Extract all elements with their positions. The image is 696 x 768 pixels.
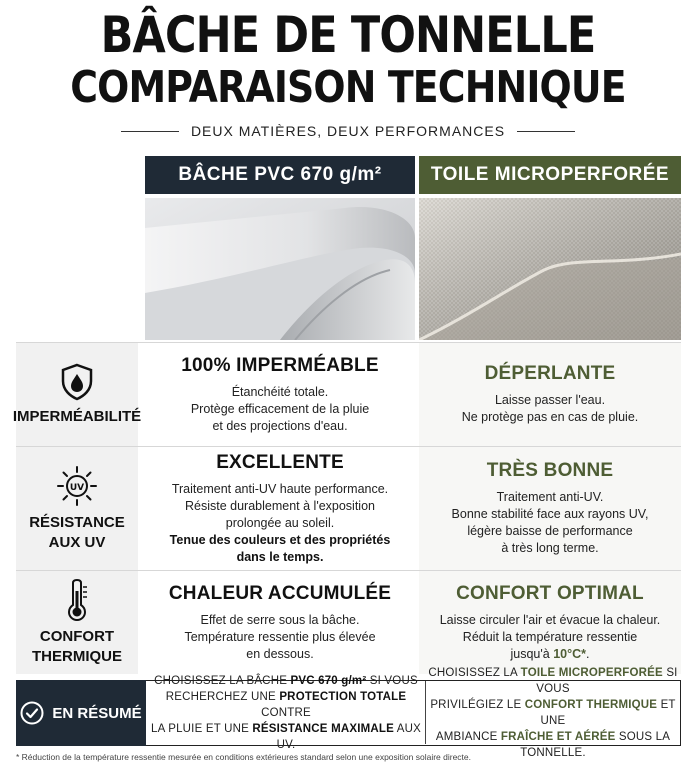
page-title: BÂCHE DE TONNELLE [100,6,596,64]
summary-text: AUX UV. [276,722,422,751]
cell-micro-thermique [419,571,681,674]
row-confort-thermique [16,570,681,674]
cell-text: Laisse circuler l'air et évacue la chaleur. [439,612,661,627]
svg-text:UV: UV [69,482,85,493]
cell-title: CONFORT OPTIMAL [456,582,644,604]
cell-pvc-thermique [145,571,415,674]
summary-badge [16,680,146,746]
summary-highlight: RÉSISTANCE MAXIMALE [252,722,394,735]
row-label-impermeabilite [12,343,142,446]
cell-text: Température ressentie plus élevée [184,629,376,644]
micro-fabric-image [419,198,681,340]
cell-text: Laisse passer l'eau. [494,393,606,407]
column-header-pvc: BÂCHE PVC 670 g/m² [145,156,415,194]
cell-text: Étanchéité totale. [231,384,329,399]
row-label-thermique [16,571,138,674]
cell-text: et des projections d'eau. [212,418,348,433]
pvc-fabric-image [145,198,415,340]
check-circle-icon [20,701,44,725]
cell-pvc-uv [145,447,415,570]
cell-text: en dessous. [246,646,314,661]
summary-highlight: TOILE MICROPERFORÉE [520,666,663,679]
summary-text: LA PLUIE ET UNE [150,722,253,735]
summary-text: SOUS LA TONNELLE. [520,730,671,759]
cell-text-bold: Tenue des couleurs et des propriétés [169,532,391,547]
summary-micro [425,666,680,759]
cell-text: Traitement anti-UV. [496,490,604,504]
cell-title: DÉPERLANTE [484,363,616,384]
column-header-micro: TOILE MICROPERFORÉE [419,156,681,194]
temperature-value: 10°C* [553,646,586,661]
row-label-text: IMPERMÉABILITÉ [12,407,142,425]
page-subtitle-title: COMPARAISON TECHNIQUE [70,62,626,113]
cell-title: TRÈS BONNE [486,460,614,481]
cell-text: Effet de serre sous la bâche. [200,612,360,627]
summary-highlight: CONFORT THERMIQUE [524,698,658,711]
divider-left [121,131,179,132]
summary-highlight: FRAÎCHE ET AÉRÉE [500,730,616,743]
row-label-text: CONFORT [39,627,115,645]
summary-text: CONTRE [261,706,311,719]
cell-text: Ne protège pas en cas de pluie. [461,410,639,424]
cell-pvc-impermeabilite [145,343,415,446]
tagline-row [0,120,696,142]
row-resistance-uv [16,446,681,570]
cell-text: Protège efficacement de la pluie [190,401,370,416]
cell-text: Réduit la température ressentie [462,629,638,644]
cell-micro-impermeabilite [419,343,681,446]
divider-right [517,131,575,132]
row-label-text: RÉSISTANCE [29,513,125,531]
summary-text: AMBIANCE [435,730,501,743]
row-label-text: THERMIQUE [32,647,122,665]
text-suffix: . [586,646,590,661]
cell-text-last [511,646,590,663]
summary-text: SI VOUS [366,674,418,687]
summary-text: CHOISISSEZ LA BÂCHE [154,674,291,687]
summary-text: RECHERCHEZ UNE [165,690,280,703]
summary-badge-label: EN RÉSUMÉ [52,704,142,722]
text-prefix: jusqu'à [510,646,554,661]
row-impermeabilite [12,342,681,446]
cell-text: à très long terme. [501,541,599,555]
row-label-uv [16,447,138,570]
cell-micro-uv [419,447,681,570]
summary-highlight: PVC 670 g/m² [290,674,367,687]
tagline: DEUX MATIÈRES, DEUX PERFORMANCES [190,123,506,139]
cell-text-bold: dans le temps. [236,549,324,564]
row-label-text: AUX UV [48,533,106,551]
cell-title: CHALEUR ACCUMULÉE [168,582,392,604]
cell-text: prolongée au soleil. [225,515,335,530]
summary-text: CHOISISSEZ LA [428,666,521,679]
footnote: * Réduction de la température ressentie mesurée en conditions extérieures standard selon une exposition solaire directe. [16,752,472,762]
summary-text: ET UNE [540,698,676,727]
cell-text: légère baisse de performance [467,524,633,538]
water-shield-icon [60,363,94,401]
summary-text: SI VOUS [536,666,678,695]
summary-pvc [149,674,423,751]
cell-title: 100% IMPERMÉABLE [181,354,379,376]
uv-sun-icon [56,465,98,507]
cell-text: Résiste durablement à l'exposition [185,498,375,513]
thermometer-icon [64,579,90,621]
cell-text: Traitement anti-UV haute performance. [171,481,389,496]
summary-highlight: PROTECTION TOTALE [279,690,407,703]
summary-text: PRIVILÉGIEZ LE [430,698,525,711]
cell-title: EXCELLENTE [216,451,344,473]
cell-text: Bonne stabilité face aux rayons UV, [451,507,649,521]
